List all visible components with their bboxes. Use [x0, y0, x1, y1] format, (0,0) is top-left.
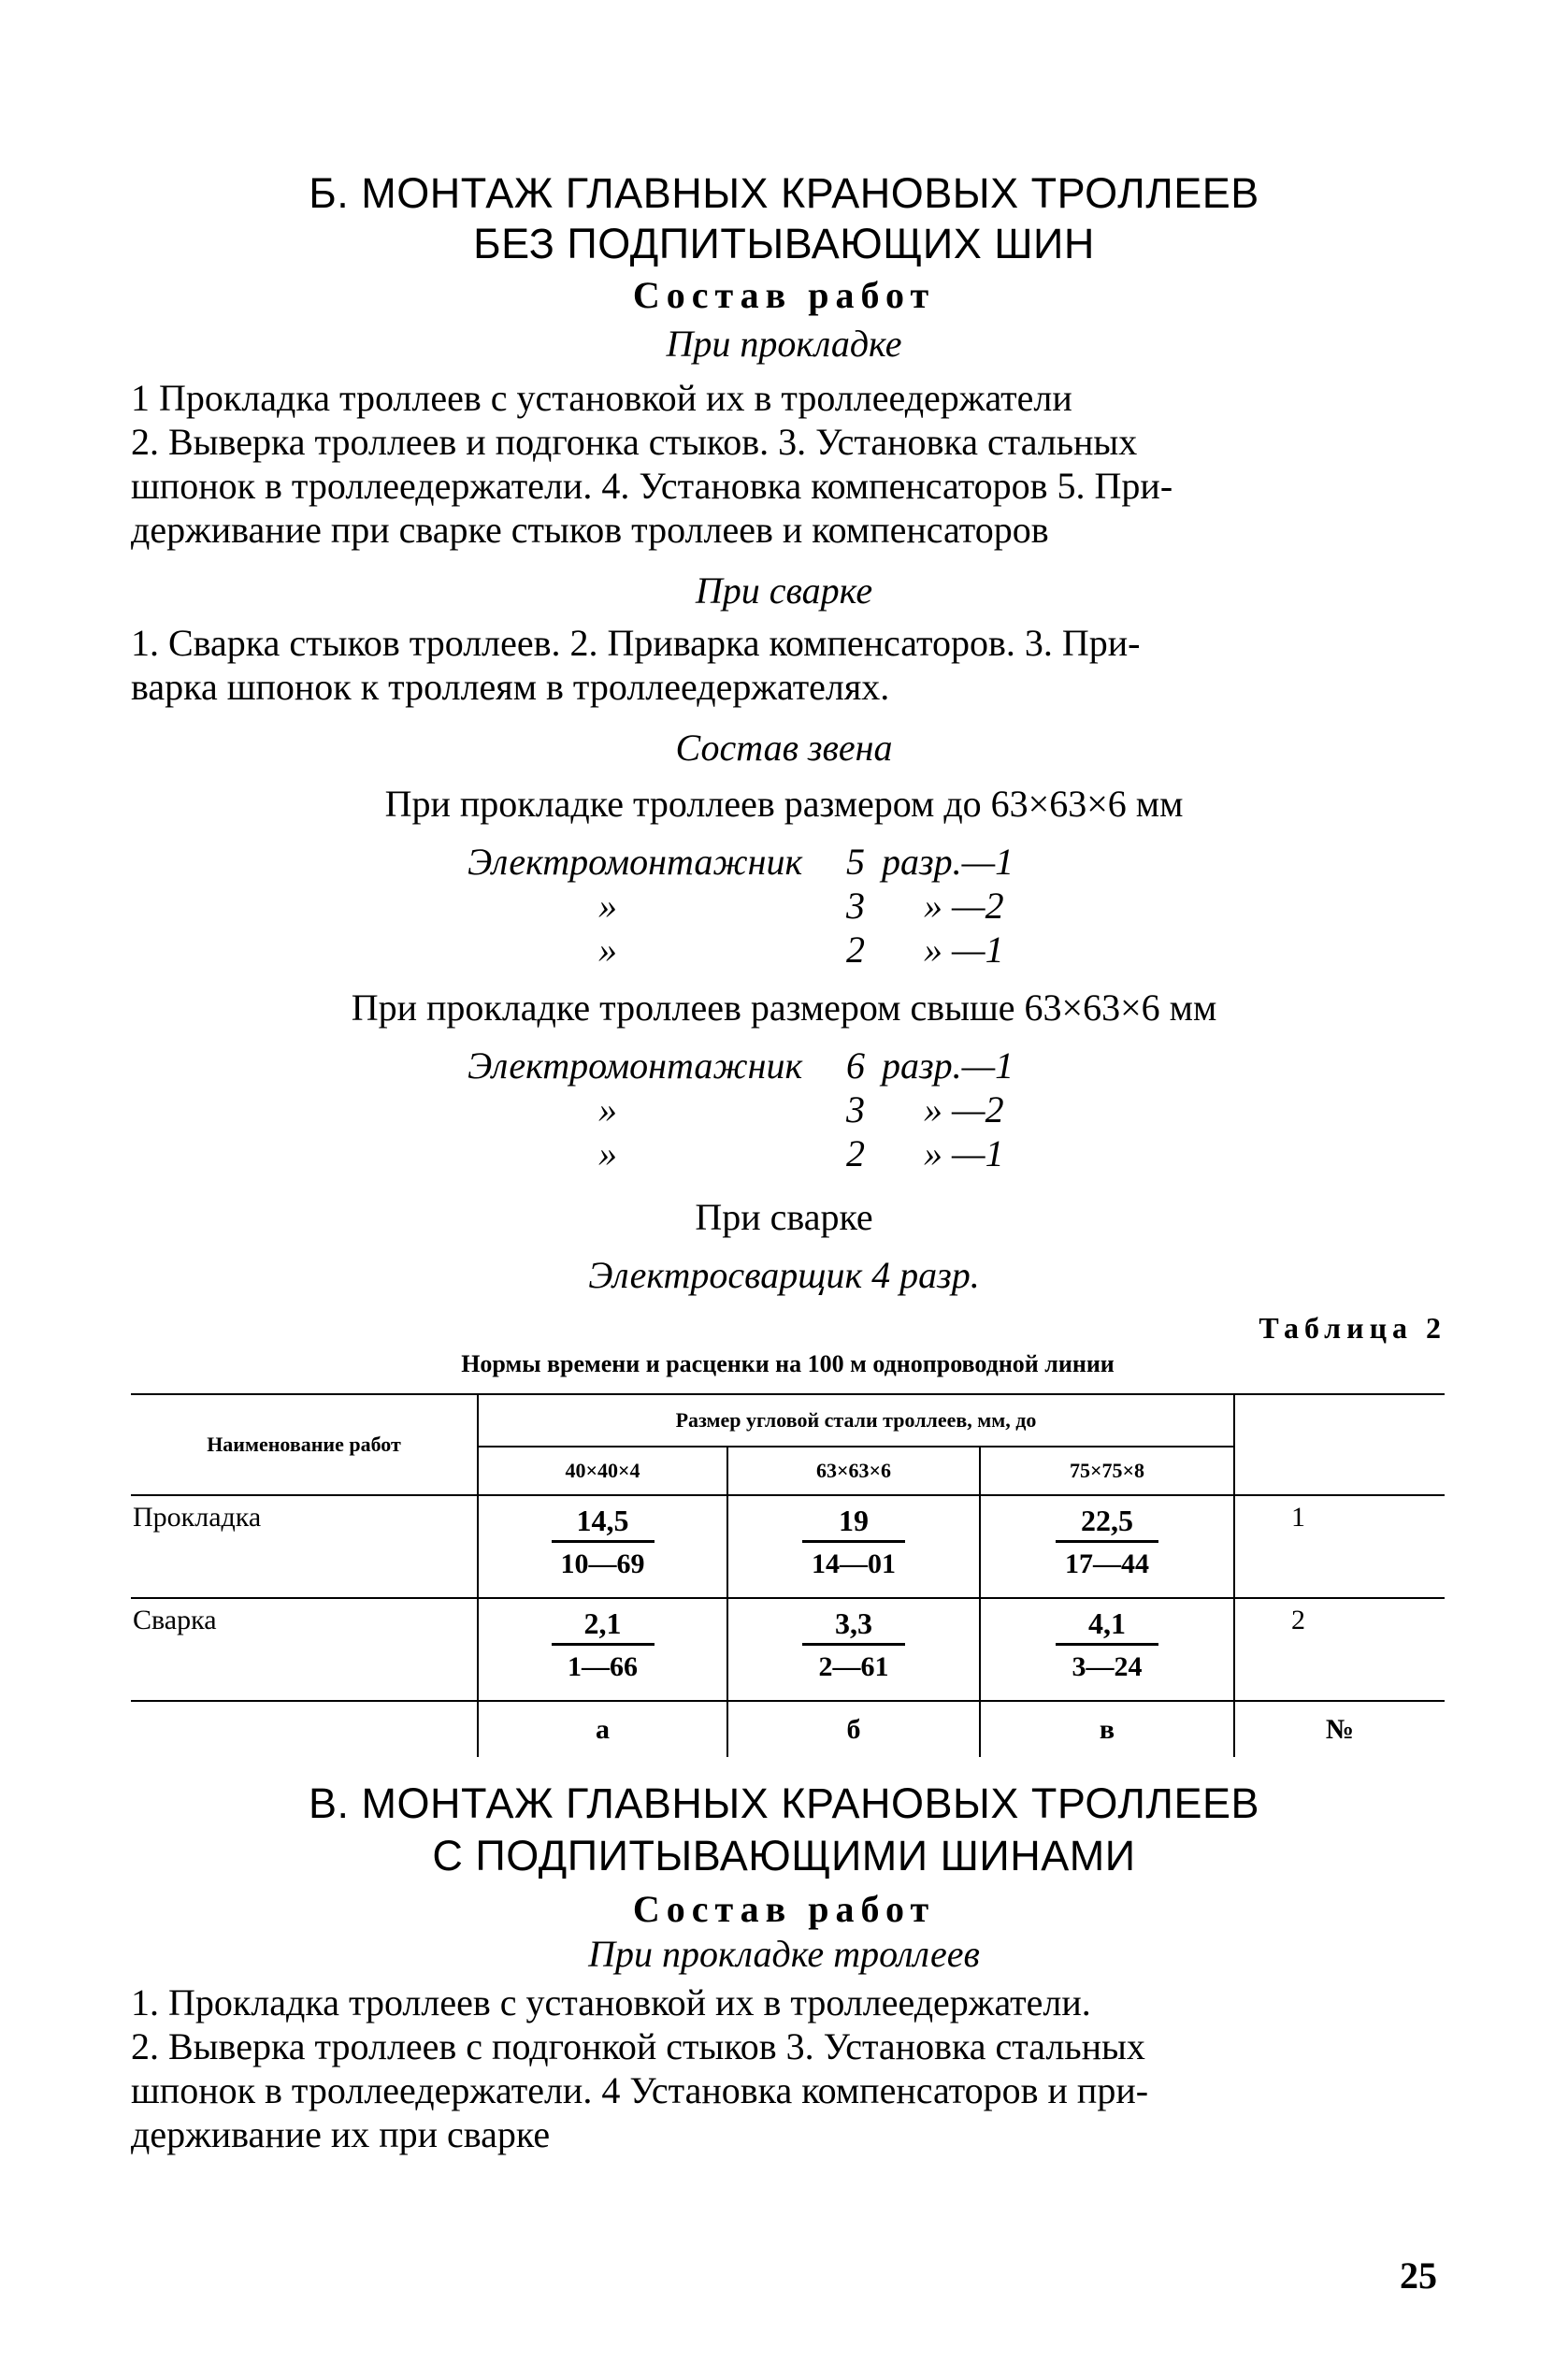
paragraph-line: шпонок в троллеедержатели. 4. Установка компенсаторов 5. При-	[131, 465, 1173, 507]
price-value: 14—01	[812, 1548, 896, 1579]
section-b-laying-paragraph	[131, 376, 1445, 552]
price-value: 3—24	[1072, 1651, 1143, 1682]
crew-unit: » —2	[924, 1088, 1004, 1131]
crew-row	[468, 1131, 1122, 1175]
price-value: 2—61	[818, 1651, 889, 1682]
section-c-title-line2: С ПОДПИТЫВАЮЩИМИ ШИНАМИ	[432, 1832, 1136, 1880]
crew-grade: 5	[846, 841, 865, 883]
welding-crew-heading: При сварке	[695, 1196, 873, 1238]
norm-value: 22,5	[1056, 1504, 1158, 1543]
section-b-laying-heading: При прокладке	[666, 323, 902, 365]
crew-role: Электромонтажник	[468, 841, 803, 883]
header-size-group: Размер угловой стали троллеев, мм, до	[478, 1394, 1234, 1447]
paragraph-line: варка шпонок к троллеям в троллеедержателях.	[131, 666, 890, 708]
welder: Электросварщик 4 разр.	[588, 1254, 980, 1296]
section-b-title-line2: БЕЗ ПОДПИТЫВАЮЩИХ ШИН	[473, 220, 1095, 267]
paragraph-line: держивание при сварке стыков троллеев и компенсаторов	[131, 509, 1049, 551]
header-size: 63×63×6	[727, 1447, 980, 1495]
crew-1-list	[468, 840, 1122, 972]
norm-value: 3,3	[802, 1606, 905, 1646]
crew-case-2: При прокладке троллеев размером свыше 63×63×6 мм	[351, 987, 1217, 1029]
norm-value: 2,1	[552, 1606, 655, 1646]
crew-grade: 2	[846, 1132, 865, 1174]
paragraph-line: 2. Выверка троллеев и подгонка стыков. 3. Установка стальных	[131, 421, 1138, 463]
footer-label: в	[980, 1701, 1234, 1757]
header-size: 75×75×8	[980, 1447, 1234, 1495]
crew-unit: » —1	[924, 1132, 1004, 1174]
crew-heading: Состав звена	[675, 727, 893, 769]
section-b-work-composition: Состав работ	[632, 274, 936, 316]
crew-grade: 3	[846, 885, 865, 927]
table-cell	[478, 1495, 727, 1598]
section-b-welding-paragraph	[131, 621, 1445, 709]
norm-value: 19	[802, 1504, 905, 1543]
footer-empty	[131, 1701, 478, 1757]
table-cell	[478, 1598, 727, 1701]
section-c-laying-paragraph	[131, 1980, 1445, 2156]
header-empty	[1234, 1394, 1445, 1495]
crew-unit: разр.—1	[882, 841, 1014, 883]
crew-unit: » —2	[924, 885, 1004, 927]
section-c-laying-heading: При прокладке троллеев	[588, 1933, 980, 1975]
crew-unit: » —1	[924, 929, 1004, 971]
table-header-row	[131, 1394, 1445, 1447]
crew-row	[468, 928, 1122, 972]
crew-row	[468, 840, 1122, 884]
row-number: 1	[1234, 1495, 1445, 1598]
header-work-name: Наименование работ	[131, 1394, 478, 1495]
crew-role: »	[598, 1088, 617, 1131]
crew-row	[468, 1087, 1122, 1131]
section-b-welding-heading: При сварке	[695, 569, 873, 612]
row-number: 2	[1234, 1598, 1445, 1701]
footer-label: а	[478, 1701, 727, 1757]
crew-row	[468, 884, 1122, 928]
table-caption: Нормы времени и расценки на 100 м однопроводной линии	[461, 1350, 1115, 1377]
paragraph-line: 1 Прокладка троллеев с установкой их в троллеедержатели	[131, 377, 1072, 419]
crew-role: »	[598, 1132, 617, 1174]
table-cell	[727, 1495, 980, 1598]
norms-table	[131, 1393, 1445, 1757]
section-c-title-line1: В. МОНТАЖ ГЛАВНЫХ КРАНОВЫХ ТРОЛЛЕЕВ	[308, 1779, 1260, 1827]
page-number: 25	[1400, 2254, 1437, 2297]
paragraph-line: шпонок в троллеедержатели. 4 Установка компенсаторов и при-	[131, 2069, 1149, 2111]
paragraph-line: 1. Сварка стыков троллеев. 2. Приварка компенсаторов. 3. При-	[131, 622, 1141, 664]
paragraph-line: 2. Выверка троллеев с подгонкой стыков 3. Установка стальных	[131, 2025, 1145, 2067]
paragraph-line: держивание их при сварке	[131, 2113, 551, 2155]
header-size: 40×40×4	[478, 1447, 727, 1495]
paragraph-line: 1. Прокладка троллеев с установкой их в троллеедержатели.	[131, 1981, 1091, 2024]
crew-role: »	[598, 929, 617, 971]
footer-label: №	[1234, 1701, 1445, 1757]
row-name: Прокладка	[131, 1495, 478, 1598]
crew-role: »	[598, 885, 617, 927]
table-row	[131, 1495, 1445, 1598]
table-cell	[980, 1598, 1234, 1701]
section-b-title-line1: Б. МОНТАЖ ГЛАВНЫХ КРАНОВЫХ ТРОЛЛЕЕВ	[309, 169, 1259, 217]
table-cell	[980, 1495, 1234, 1598]
crew-grade: 3	[846, 1088, 865, 1131]
crew-2-list	[468, 1044, 1122, 1175]
row-name: Сварка	[131, 1598, 478, 1701]
crew-case-1: При прокладке троллеев размером до 63×63×6 мм	[384, 783, 1184, 825]
section-c-work-composition: Состав работ	[632, 1888, 936, 1930]
price-value: 10—69	[560, 1548, 645, 1579]
table-row	[131, 1598, 1445, 1701]
table-label: Таблица 2	[1259, 1311, 1446, 1345]
crew-unit: разр.—1	[882, 1044, 1014, 1087]
table-footer-row	[131, 1701, 1445, 1757]
norm-value: 14,5	[552, 1504, 655, 1543]
crew-grade: 6	[846, 1044, 865, 1087]
crew-role: Электромонтажник	[468, 1044, 803, 1087]
price-value: 17—44	[1065, 1548, 1149, 1579]
price-value: 1—66	[568, 1651, 638, 1682]
crew-grade: 2	[846, 929, 865, 971]
footer-label: б	[727, 1701, 980, 1757]
table-cell	[727, 1598, 980, 1701]
norm-value: 4,1	[1056, 1606, 1158, 1646]
crew-row	[468, 1044, 1122, 1087]
